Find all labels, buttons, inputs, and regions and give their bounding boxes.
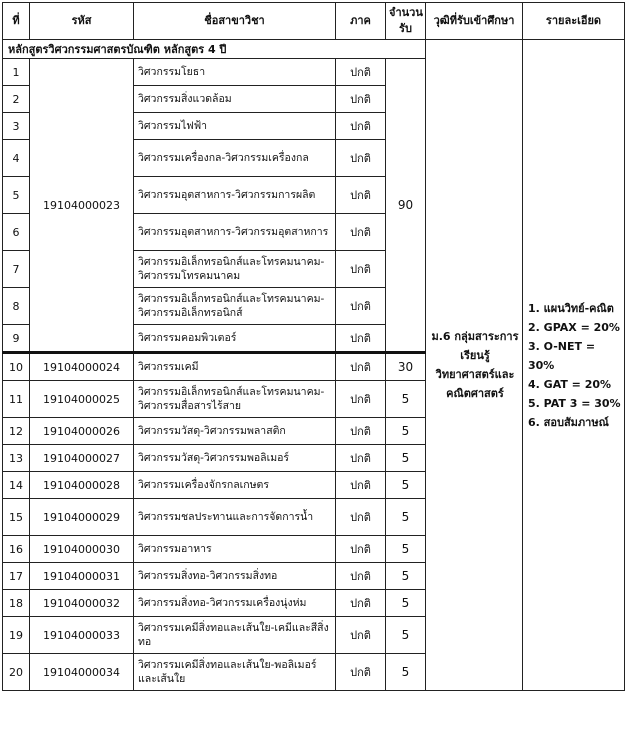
details-item: 4. GAT = 20%: [528, 377, 612, 391]
row-code: 19104000034: [30, 654, 134, 691]
row-semester: ปกติ: [336, 288, 386, 325]
row-capacity: 5: [386, 381, 426, 418]
row-no: 8: [3, 288, 30, 325]
row-semester: ปกติ: [336, 113, 386, 140]
row-semester: ปกติ: [336, 59, 386, 86]
row-name: วิศวกรรมอิเล็กทรอนิกส์และโทรคมนาคม-วิศวกรรมโทรคมนาคม: [134, 251, 336, 288]
details-item: 5. PAT 3 = 30%: [528, 396, 621, 410]
row-semester: ปกติ: [336, 536, 386, 563]
row-name: วิศวกรรมสิ่งทอ-วิศวกรรมเครื่องนุ่งห่ม: [134, 590, 336, 617]
qualification-cell: ม.6 กลุ่มสาระการเรียนรู้วิทยาศาสตร์และคณิตศาสตร์: [426, 40, 523, 691]
row-semester: ปกติ: [336, 499, 386, 536]
row-name: วิศวกรรมเครื่องจักรกลเกษตร: [134, 472, 336, 499]
row-semester: ปกติ: [336, 353, 386, 381]
row-semester: ปกติ: [336, 563, 386, 590]
row-code: 19104000031: [30, 563, 134, 590]
group-code: 19104000023: [30, 59, 134, 353]
row-code: 19104000029: [30, 499, 134, 536]
row-semester: ปกติ: [336, 590, 386, 617]
details-item: 3. O-NET = 30%: [528, 339, 596, 372]
header-capacity: จำนวนรับ: [386, 3, 426, 40]
row-capacity: 5: [386, 654, 426, 691]
row-name: วิศวกรรมสิ่งทอ-วิศวกรรมสิ่งทอ: [134, 563, 336, 590]
row-code: 19104000024: [30, 353, 134, 381]
row-name: วิศวกรรมอิเล็กทรอนิกส์และโทรคมนาคม-วิศวกรรมสื่อสารไร้สาย: [134, 381, 336, 418]
header-qualification: วุฒิที่รับเข้าศึกษา: [426, 3, 523, 40]
row-semester: ปกติ: [336, 86, 386, 113]
row-code: 19104000028: [30, 472, 134, 499]
row-code: 19104000032: [30, 590, 134, 617]
row-capacity: 5: [386, 499, 426, 536]
row-name: วิศวกรรมคอมพิวเตอร์: [134, 325, 336, 353]
row-no: 19: [3, 617, 30, 654]
row-name: วิศวกรรมอิเล็กทรอนิกส์และโทรคมนาคม-วิศวกรรมอิเล็กทรอนิกส์: [134, 288, 336, 325]
row-semester: ปกติ: [336, 418, 386, 445]
row-name: วิศวกรรมเคมีสิ่งทอและเส้นใย-พอลิเมอร์และเส้นใย: [134, 654, 336, 691]
row-capacity: 5: [386, 590, 426, 617]
header-semester: ภาค: [336, 3, 386, 40]
row-no: 3: [3, 113, 30, 140]
row-name: วิศวกรรมวัสดุ-วิศวกรรมพลาสติก: [134, 418, 336, 445]
row-semester: ปกติ: [336, 251, 386, 288]
row-semester: ปกติ: [336, 140, 386, 177]
row-no: 13: [3, 445, 30, 472]
row-capacity: 5: [386, 472, 426, 499]
row-semester: ปกติ: [336, 325, 386, 353]
row-name: วิศวกรรมไฟฟ้า: [134, 113, 336, 140]
row-no: 6: [3, 214, 30, 251]
row-code: 19104000030: [30, 536, 134, 563]
row-name: วิศวกรรมอุตสาหการ-วิศวกรรมอุตสาหการ: [134, 214, 336, 251]
header-name: ชื่อสาขาวิชา: [134, 3, 336, 40]
details-item: 1. แผนวิทย์-คณิต: [528, 301, 614, 315]
section-row: [3, 40, 625, 59]
row-no: 20: [3, 654, 30, 691]
row-name: วิศวกรรมสิ่งแวดล้อม: [134, 86, 336, 113]
details-item: 2. GPAX = 20%: [528, 320, 620, 334]
row-name: วิศวกรรมเคมีสิ่งทอและเส้นใย-เคมีและสีสิ่งทอ: [134, 617, 336, 654]
row-name: วิศวกรรมเคมี: [134, 353, 336, 381]
section-title: หลักสูตรวิศวกรรมศาสตรบัณฑิต หลักสูตร 4 ปี: [3, 40, 426, 59]
admission-table-container: [2, 2, 624, 740]
details-item: 6. สอบสัมภาษณ์: [528, 415, 609, 429]
row-capacity: 5: [386, 617, 426, 654]
row-semester: ปกติ: [336, 177, 386, 214]
row-semester: ปกติ: [336, 617, 386, 654]
row-capacity: 5: [386, 536, 426, 563]
group-capacity: 90: [386, 59, 426, 353]
row-name: วิศวกรรมอาหาร: [134, 536, 336, 563]
row-semester: ปกติ: [336, 381, 386, 418]
row-no: 14: [3, 472, 30, 499]
row-no: 10: [3, 353, 30, 381]
header-details: รายละเอียด: [523, 3, 625, 40]
row-name: วิศวกรรมโยธา: [134, 59, 336, 86]
row-code: 19104000026: [30, 418, 134, 445]
row-no: 4: [3, 140, 30, 177]
row-no: 9: [3, 325, 30, 353]
row-no: 11: [3, 381, 30, 418]
row-code: 19104000027: [30, 445, 134, 472]
row-capacity: 30: [386, 353, 426, 381]
row-code: 19104000025: [30, 381, 134, 418]
header-row: [3, 3, 625, 40]
row-semester: ปกติ: [336, 472, 386, 499]
row-code: 19104000033: [30, 617, 134, 654]
row-name: วิศวกรรมวัสดุ-วิศวกรรมพอลิเมอร์: [134, 445, 336, 472]
row-no: 18: [3, 590, 30, 617]
header-no: ที่: [3, 3, 30, 40]
row-no: 17: [3, 563, 30, 590]
row-no: 15: [3, 499, 30, 536]
row-semester: ปกติ: [336, 654, 386, 691]
details-cell: [523, 40, 625, 691]
admission-table: [2, 2, 625, 691]
row-no: 16: [3, 536, 30, 563]
row-name: วิศวกรรมชลประทานและการจัดการน้ำ: [134, 499, 336, 536]
header-code: รหัส: [30, 3, 134, 40]
row-name: วิศวกรรมอุตสาหการ-วิศวกรรมการผลิต: [134, 177, 336, 214]
row-no: 2: [3, 86, 30, 113]
row-no: 1: [3, 59, 30, 86]
row-no: 12: [3, 418, 30, 445]
row-name: วิศวกรรมเครื่องกล-วิศวกรรมเครื่องกล: [134, 140, 336, 177]
row-capacity: 5: [386, 445, 426, 472]
row-semester: ปกติ: [336, 214, 386, 251]
row-semester: ปกติ: [336, 445, 386, 472]
row-capacity: 5: [386, 418, 426, 445]
row-no: 7: [3, 251, 30, 288]
row-capacity: 5: [386, 563, 426, 590]
row-no: 5: [3, 177, 30, 214]
